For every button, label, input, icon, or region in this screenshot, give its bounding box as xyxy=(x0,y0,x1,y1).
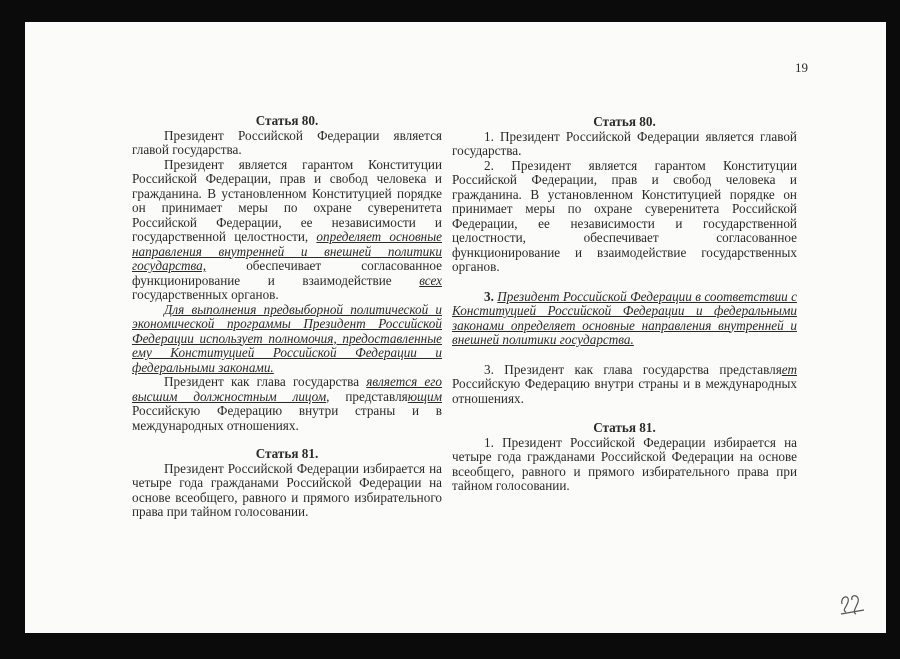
left-art80-p2 xyxy=(132,158,442,303)
amended-text: Президент Российской Федерации в соответствии с Конституцией Российской Федерации и федеральными законами определяет основные направления внутренней и внешней политики государства. xyxy=(452,288,798,347)
left-art81-p1: Президент Российской Федерации избирается на четыре года гражданами Российской Федерации на основе всеобщего, равного и прямого избирательного права при тайном голосовании. xyxy=(132,460,442,519)
right-art80-p4 xyxy=(452,363,797,407)
amended-text: всех xyxy=(419,272,442,288)
text: обеспечивает согласованное функционирование и взаимодействие xyxy=(132,258,442,288)
text: государственных органов. xyxy=(132,287,279,302)
right-art80-p3 xyxy=(452,290,797,348)
right-art80-p2: 2. Президент является гарантом Конституции Российской Федерации, прав и свобод человека и гражданина. В установленном Конституцией порядке он принимает меры по охране суверенитета Российской Федерации, ее независимости и государственной целостности, обеспечивает согласованное функционирование и взаимодействие государственных органов. xyxy=(452,157,797,274)
amended-text: определяет основные направления внутренней и внешней политики государства, xyxy=(132,229,442,273)
right-art80-p1: 1. Президент Российской Федерации является главой государства. xyxy=(452,128,797,158)
amended-text: ющим xyxy=(407,388,442,404)
left-art80-p3: Для выполнения предвыборной политической и экономической программы Президент Российской Федерации использует полномочия, предоставленные ему Конституцией Российской Федерации и федеральными законами. xyxy=(132,301,442,375)
text: Президент является гарантом Конституции Российской Федерации, прав и свобод человека и гражданина. В установленном Конституцией порядке он принимает меры по охране суверенитета Российской Федерации, ее независимости и государственной целостности, xyxy=(132,156,442,244)
text: Российскую Федерацию внутри страны и в международных отношениях. xyxy=(132,403,442,433)
text: Президент как глава государства xyxy=(164,374,367,389)
text: представля xyxy=(329,388,408,404)
right-art80-heading: Статья 80. xyxy=(593,114,656,129)
text: 3. xyxy=(484,288,498,304)
page-number: 19 xyxy=(795,60,808,75)
right-art81-heading: Статья 81. xyxy=(593,420,656,435)
left-art80-p1: Президент Российской Федерации является главой государства. xyxy=(132,127,442,157)
left-art81-heading: Статья 81. xyxy=(255,446,319,461)
text: Российскую Федерацию внутри страны и в международных отношениях. xyxy=(452,376,797,406)
right-column xyxy=(452,115,797,494)
text: 3. Президент как глава государства представля xyxy=(484,361,782,377)
left-art80-p4 xyxy=(132,375,442,433)
left-art80-heading: Статья 80. xyxy=(255,113,319,128)
left-column xyxy=(132,114,442,520)
right-art81-p1: 1. Президент Российской Федерации избирается на четыре года гражданами Российской Федерации на основе всеобщего, равного и прямого избирательного права при тайном голосовании. xyxy=(452,434,797,493)
handwritten-initials-icon xyxy=(838,590,868,618)
amended-text: ет xyxy=(781,361,797,377)
amended-text: является его высшим должностным лицом, xyxy=(132,374,443,404)
